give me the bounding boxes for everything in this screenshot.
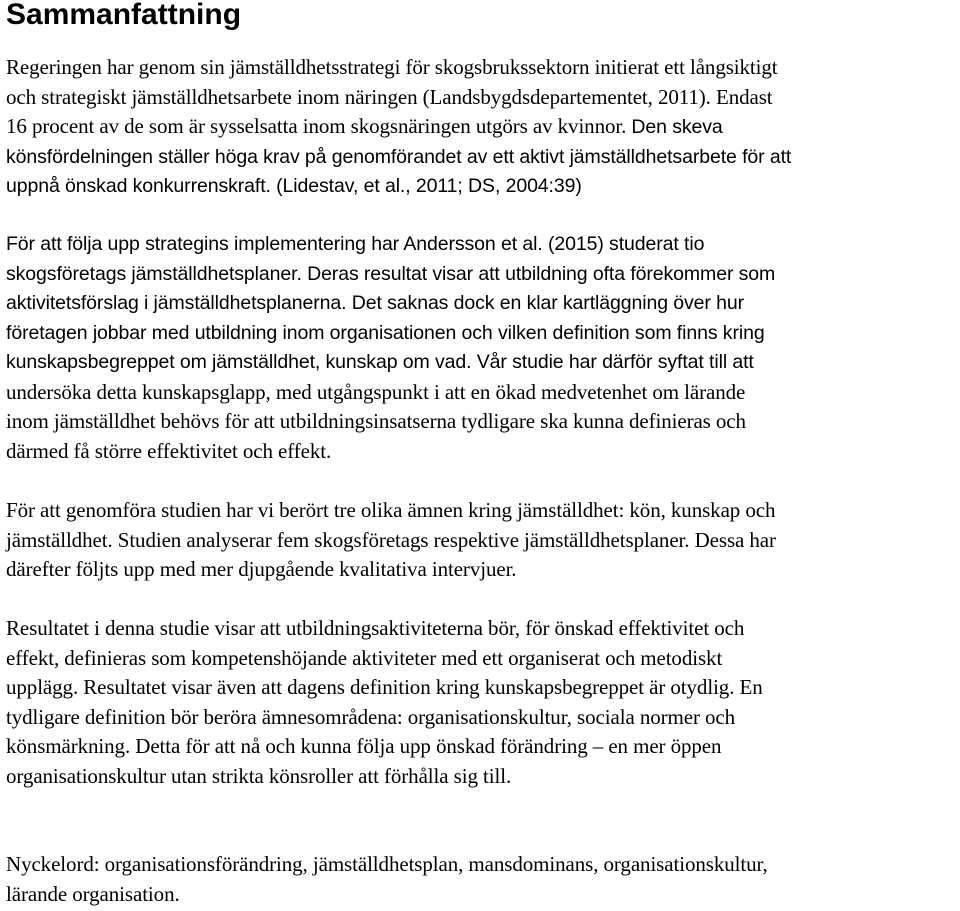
text-segment: Den skeva [631,116,723,138]
paragraph-implementation [6,230,956,466]
text-line: könsmärkning. Detta för att nå och kunna följa upp önskad förändring – en mer öppen [6,734,722,758]
text-line: upplägg. Resultatet visar även att dagens definition kring kunskapsbegreppet är otydlig. En [6,675,763,699]
text-line: inom jämställdhet behövs för att utbildningsinsatserna tydligare ska kunna definieras och [6,409,746,433]
text-line: undersöka detta kunskapsglapp, med utgångspunkt i att en ökad medvetenhet om lärande [6,379,746,404]
paragraph-results [6,614,956,791]
text-line: Regeringen har genom sin jämställdhetsstrategi för skogsbrukssektorn initierat ett långsiktigt [6,55,778,79]
text-line: jämställdhet. Studien analyserar fem skogsföretags respektive jämställdhetsplaner. Dessa har [6,527,776,552]
text-line: företagen jobbar med utbildning inom organisationen och vilken definition som finns kring [6,321,765,344]
text-line: tydligare definition bör beröra ämnesområdena: organisationskultur, sociala normer och [6,704,736,729]
text-line: uppnå önskad konkurrenskraft. (Lidestav, et al., 2011; DS, 2004:39) [6,175,582,197]
text-segment: 16 procent av de som är sysselsatta inom skogsnäringen utgörs av kvinnor. [6,114,627,138]
text-line: aktivitetsförslag i jämställdhetsplanerna. Det saknas dock en klar kartläggning över hur [6,292,744,314]
paragraph-method [6,496,956,585]
text-line: organisationskultur utan strikta könsroller att förhålla sig till. [6,763,512,788]
text-line: därefter följts upp med mer djupgående kvalitativa intervjuer. [6,557,517,581]
text-line: könsfördelningen ställer höga krav på genomförandet av ett aktivt jämställdhetsarbete för att [6,145,792,168]
text-line: För att genomföra studien har vi berört tre olika ämnen kring jämställdhet: kön, kunskap och [6,498,776,522]
text-line: lärande organisation. [6,881,180,906]
page-title: Sammanfattning [6,0,242,31]
text-line: och strategiskt jämställdhetsarbete inom näringen (Landsbygdsdepartementet, 2011). Endast [6,84,773,109]
text-line: skogsföretags jämställdhetsplaner. Deras resultat visar att utbildning ofta förekommer som [6,262,776,285]
text-line-mixed [6,112,956,143]
text-line: Resultatet i denna studie visar att utbildningsaktiviteterna bör, för önskad effektivitet och [6,616,745,640]
paragraph-intro [6,53,956,202]
text-line: kunskapsbegreppet om jämställdhet, kunskap om vad. Vår studie har därför syftat till att [6,351,754,373]
paragraph-keywords [6,850,956,909]
text-line: därmed få större effektivitet och effekt. [6,438,332,463]
text-line: effekt, definieras som kompetenshöjande aktiviteter med ett organiserat och metodiskt [6,645,723,670]
text-line: Nyckelord: organisationsförändring, jämställdhetsplan, mansdominans, organisationskultur, [6,852,768,876]
text-line: För att följa upp strategins implementering har Andersson et al. (2015) studerat tio [6,233,705,255]
